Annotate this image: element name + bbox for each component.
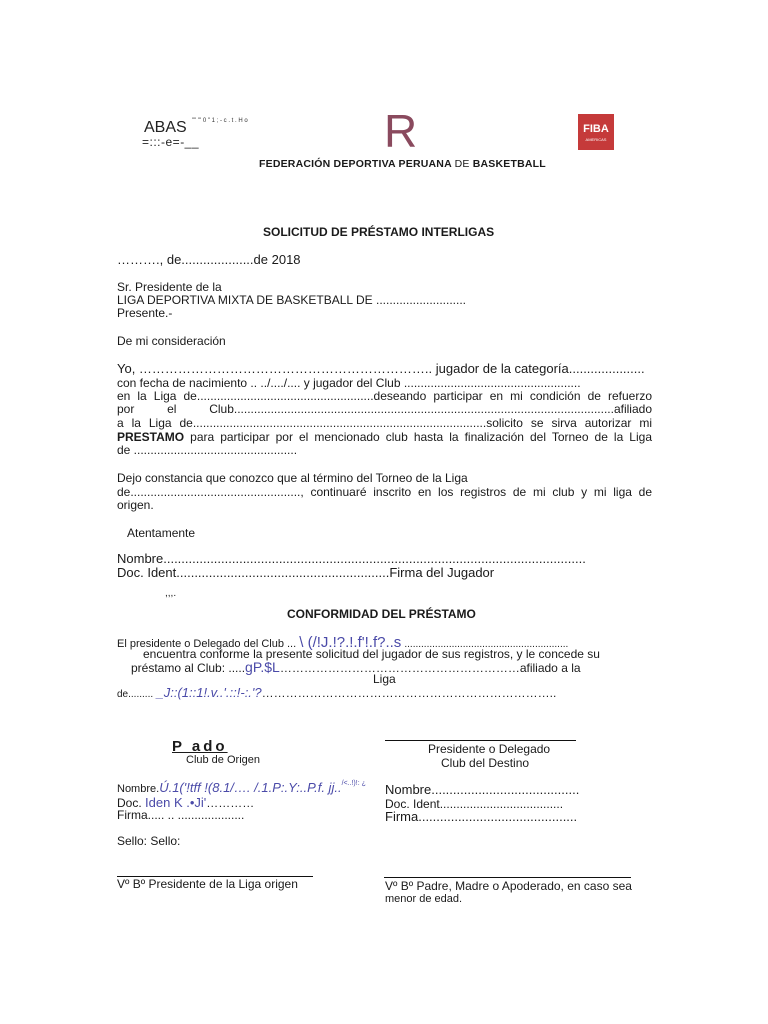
body-line-1: Yo, ………………………………………………………….. jugador de la categoría..................... <box>117 361 645 376</box>
guardian-label-line-2: menor de edad. <box>385 893 463 905</box>
conformity-line-1-dots: ........................................................... <box>404 639 569 650</box>
federation-name-part1: FEDERACIÓN DEPORTIVA PERUANA <box>259 158 452 170</box>
body-line-3: en la Liga de.....................................................deseando participar en mi condición de refuerzo <box>117 389 652 403</box>
handwritten-destination-club: gP.$L <box>245 659 280 675</box>
destination-club-label: Club del Destino <box>441 756 530 770</box>
body-line-2: con fecha de nacimiento .. ../..../.... y jugador del Club ..................................................... <box>117 376 581 390</box>
destination-role-label: Presidente o Delegado <box>428 742 551 756</box>
handwritten-origin-name-tiny: /<..!)!: ¿ <box>341 780 366 787</box>
player-name-line: Nombre..................................................................................................................... <box>117 551 586 566</box>
stamp-labels: Sello: Sello: <box>117 834 181 848</box>
origin-doc-dots: ………… <box>206 796 255 810</box>
stray-mark: ,,,. <box>165 588 177 599</box>
addressee-line-1: Sr. Presidente de la <box>117 280 222 294</box>
origin-nombre-label: Nombre. <box>117 783 160 795</box>
federation-name <box>259 158 546 170</box>
guardian-label-line-1: Vº Bº Padre, Madre o Apoderado, en caso sea <box>385 879 632 893</box>
abas-logo-small-text: "" "' 0 " 1 ; - c . t . H o <box>192 118 248 124</box>
conformity-line-3-end: ……………………………………………………afiliado a la <box>279 661 581 675</box>
addressee-line-3: Presente.- <box>117 306 173 320</box>
addressee-line-2: LIGA DEPORTIVA MIXTA DE BASKETBALL DE ........................... <box>117 293 466 307</box>
body-line-7: de ................................................. <box>117 443 298 457</box>
conformity-line-1-start: El presidente o Delegado del Club ... <box>117 638 297 650</box>
handwritten-club-name: \ (/!J.!?.!.f'!.f?..s <box>299 634 402 651</box>
origin-firma-line: Firma..... .. .................... <box>117 808 245 822</box>
body-line-9: de..................................................., continuaré inscrito en los registros de mi club y mi liga de <box>117 485 652 499</box>
origin-signature: P ado <box>172 738 228 755</box>
federation-name-part2: DE <box>454 158 470 170</box>
body-line-10: origen. <box>117 498 154 512</box>
federation-logo: R <box>384 105 418 157</box>
origin-club-label: Club de Origen <box>186 754 260 766</box>
guardian-signature-line <box>384 877 631 878</box>
greeting: De mi consideración <box>117 334 226 348</box>
conformity-line-5-start: de......... <box>117 689 154 700</box>
closing: Atentamente <box>127 526 196 540</box>
destination-firma-line: Firma............................................ <box>385 809 578 824</box>
conformity-line-4: Liga <box>373 672 396 686</box>
handwritten-origin-doc: Iden K .•Ji' <box>145 795 207 810</box>
destination-nombre-line: Nombre......................................... <box>385 782 580 797</box>
federation-name-part3: BASKETBALL <box>472 158 546 170</box>
conformity-line-2: encuentra conforme la presente solicitud del jugador de sus registros, y le concede su <box>143 647 600 661</box>
date-line: ………., de....................de 2018 <box>117 252 301 267</box>
conformity-title: CONFORMIDAD DEL PRÉSTAMO <box>287 607 476 621</box>
conformity-line-3-start: préstamo al Club: ..... <box>131 661 246 675</box>
destination-signature-line <box>385 740 576 741</box>
body-line-4: por el Club..................................................................................................................afiliado <box>117 402 652 416</box>
abas-logo-text: ABAS <box>144 119 187 136</box>
destination-doc-line: Doc. Ident..................................... <box>385 797 564 811</box>
fiba-logo <box>578 114 614 150</box>
fiba-logo-text: FIBA <box>583 123 609 135</box>
fiba-logo-subtext: AMERICAS <box>585 137 607 142</box>
handwritten-league-name: _J::(1::1!.v..'.::!-:.'? <box>156 685 262 700</box>
player-doc-line: Doc. Ident...........................................................Firma del Jugador <box>117 565 495 580</box>
document-title: SOLICITUD DE PRÉSTAMO INTERLIGAS <box>263 225 495 239</box>
body-line-5: a la Liga de........................................................................................solicito se sirva autorizar mi <box>117 416 652 430</box>
origin-nombre-line <box>117 780 366 795</box>
conformity-line-3 <box>131 659 581 675</box>
handwritten-origin-name: Ú.1('!tff !(8.1/…. /.1.P:.Y:..P.f. jj.. <box>159 780 342 795</box>
conformity-line-5 <box>117 685 556 700</box>
conformity-line-5-dots: ……………………………………………………………….. <box>261 686 557 700</box>
body-line-8: Dejo constancia que conozco que al término del Torneo de la Liga <box>117 471 468 485</box>
abas-logo-underline: =:::-e=-__ <box>142 135 200 149</box>
body-line-6-rest: para participar por el mencionado club hasta la finalización del Torneo de la Liga <box>184 430 652 444</box>
body-line-6 <box>117 430 652 444</box>
origin-doc-label: Doc. <box>117 796 142 810</box>
liga-president-label: Vº Bº Presidente de la Liga origen <box>117 877 298 891</box>
prestamo-keyword: PRESTAMO <box>117 430 185 444</box>
